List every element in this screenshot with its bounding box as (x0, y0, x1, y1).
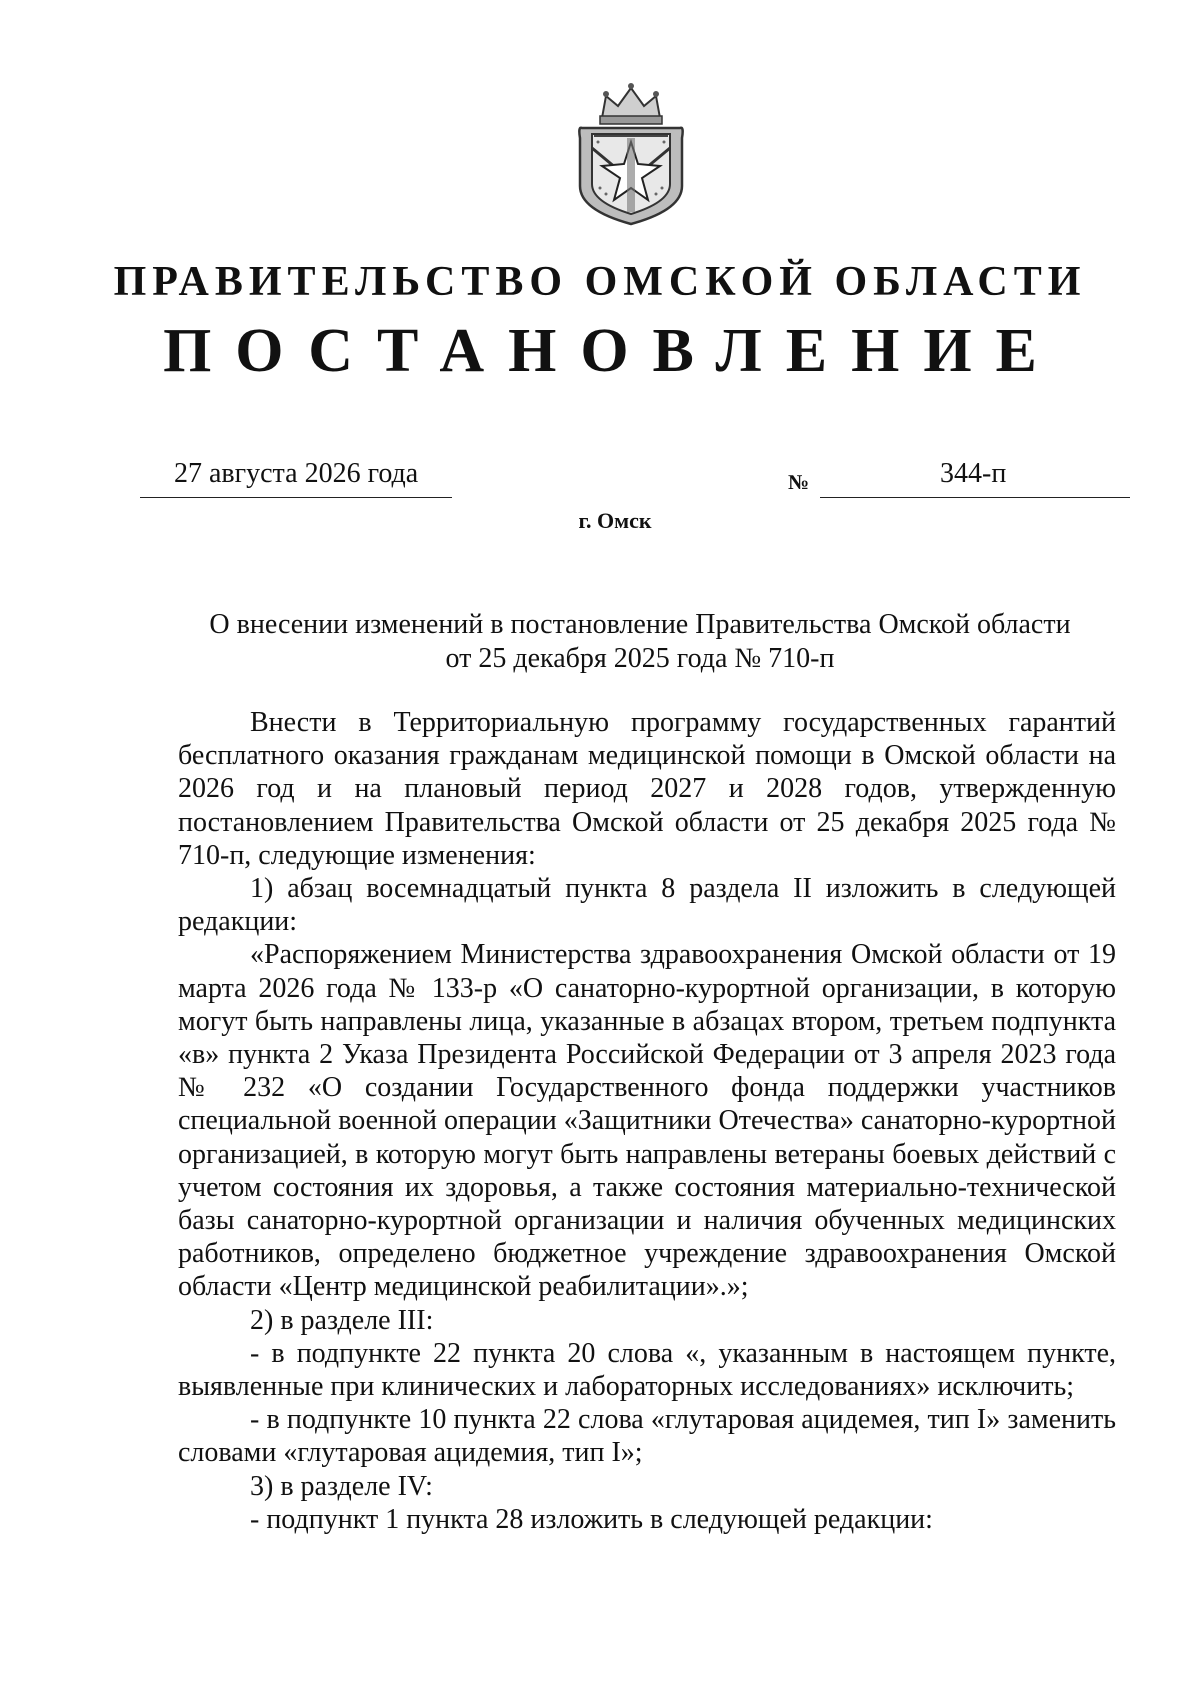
number-sign: № (788, 470, 810, 494)
body-paragraph: «Распоряжением Министерства здравоохранения Омской области от 19 марта 2026 года № 133-р «О санаторно-курортной организации, в которую могут быть направлены лица, указанные в абзацах втором, третьем подпункта «в» пункта 2 Указа Президента Российской Федерации от 3 апреля 2023 года № 232 «О создании Государственного фонда поддержки участников специальной военной операции «Защитники Отечества» санаторно-курортной организацией, в которую могут быть направлены ветераны боевых действий с учетом состояния их здоровья, а также состояния материально-технической базы санаторно-курортной организации и наличия обученных медицинских работников, определено бюджетное учреждение здравоохранения Омской области «Центр медицинской реабилитации».»; (178, 939, 1116, 1303)
document-body (178, 706, 1116, 1536)
document-date: 27 августа 2026 года (140, 458, 452, 498)
document-number: 344-п (820, 458, 1130, 498)
coat-of-arms-icon (572, 78, 690, 226)
body-paragraph: 3) в разделе IV: (250, 1470, 433, 1502)
document-subject (180, 608, 1100, 676)
city: г. Омск (578, 508, 652, 533)
body-paragraph: 1) абзац восемнадцатый пункта 8 раздела II изложить в следующей редакции: (178, 873, 1116, 938)
subject-line: О внесении изменений в постановление Правительства Омской области (209, 609, 1071, 640)
document-type: ПОСТАНОВЛЕНИЕ (163, 317, 1061, 385)
body-paragraph: - в подпункте 10 пункта 22 слова «глутаровая ацидемея, тип I» заменить словами «глутаровая ацидемия, тип I»; (178, 1404, 1116, 1469)
body-paragraph: - в подпункте 22 пункта 20 слова «, указанным в настоящем пункте, выявленные при клинических и лабораторных исследованиях» исключить; (178, 1337, 1116, 1403)
body-paragraph: 2) в разделе III: (250, 1304, 434, 1336)
government-name: ПРАВИТЕЛЬСТВО ОМСКОЙ ОБЛАСТИ (113, 259, 1087, 305)
body-paragraph: - подпункт 1 пункта 28 изложить в следующей редакции: (250, 1503, 933, 1535)
subject-line: от 25 декабря 2025 года № 710-п (445, 643, 835, 674)
body-paragraph: Внести в Территориальную программу государственных гарантий бесплатного оказания гражданам медицинской помощи в Омской области на 2026 год и на плановый период 2027 и 2028 годов, утвержденную постановлением Правительства Омской области от 25 декабря 2025 года № 710-п, следующие изменения: (178, 707, 1116, 871)
